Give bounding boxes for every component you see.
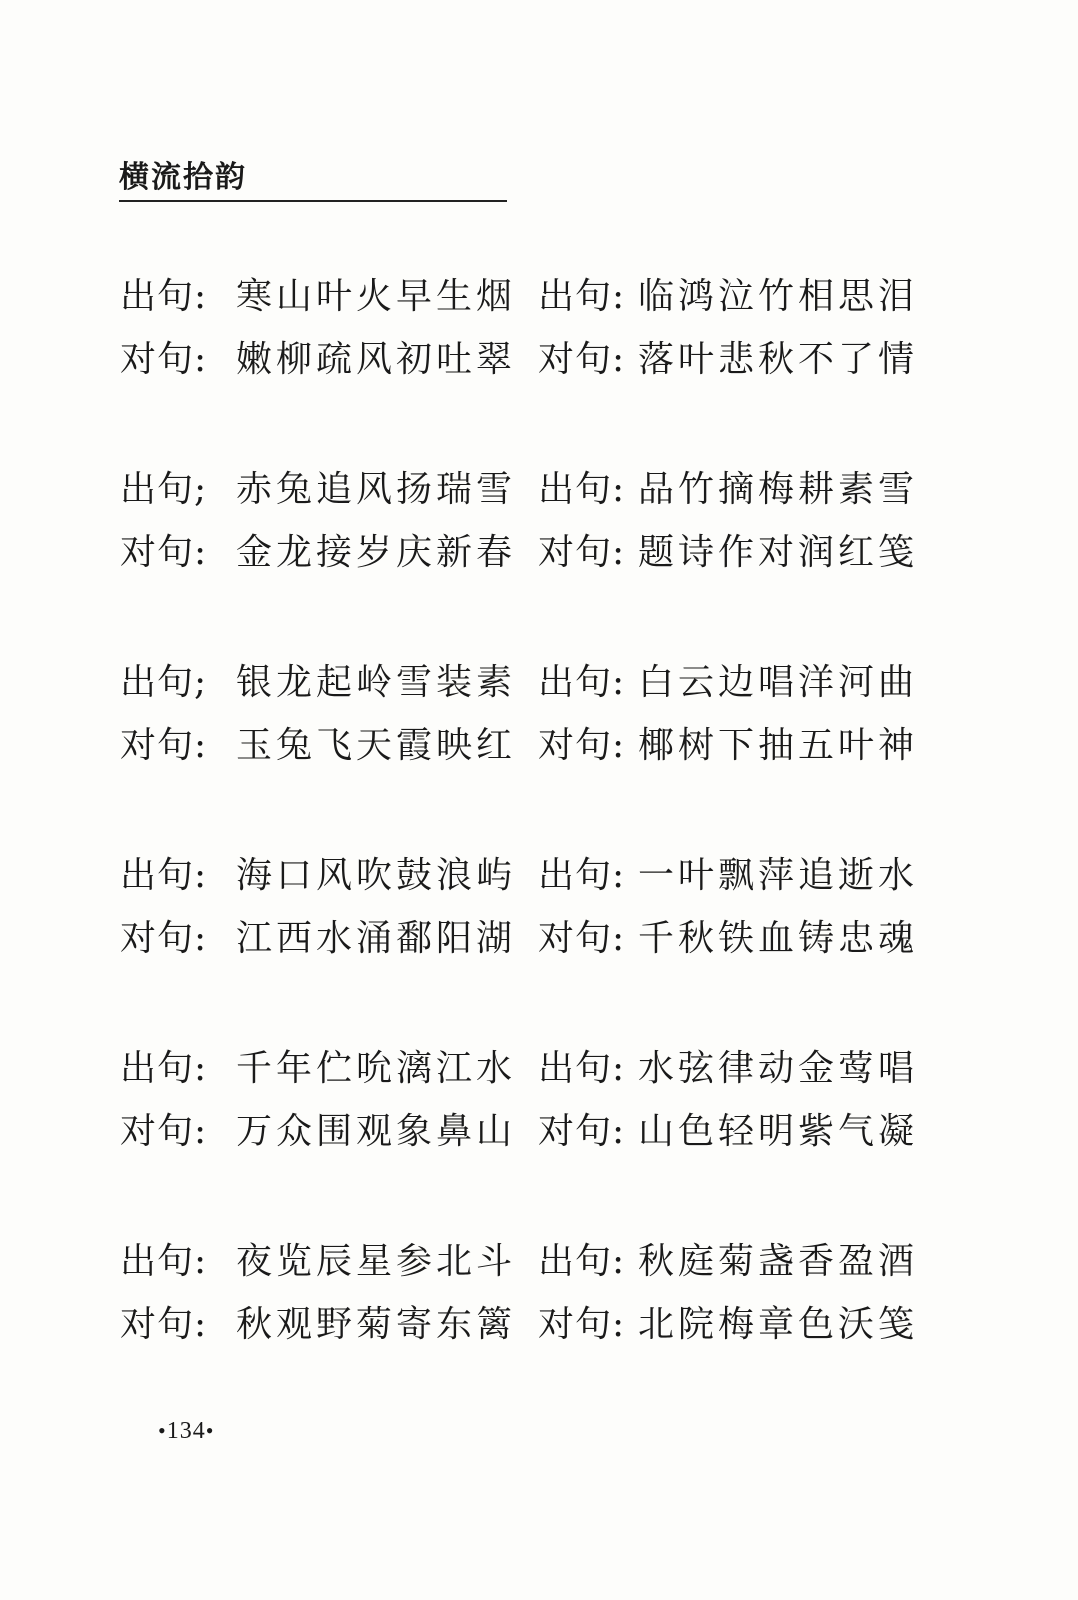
resp-label: 对句: [120, 1304, 208, 1345]
couplet-group [120, 648, 940, 841]
resp-label: 对句: [538, 725, 626, 766]
couplet-right [538, 1040, 918, 1091]
couplet-right [538, 331, 918, 382]
resp-label: 对句: [120, 918, 208, 959]
resp-text: 千秋铁血铸忠魂 [637, 918, 918, 959]
out-text: 夜览辰星参北斗 [236, 1241, 517, 1282]
out-text: 秋庭菊盏香盈酒 [637, 1241, 918, 1282]
out-label: 出句; [120, 469, 208, 510]
book-title: 横流拾韵 [119, 160, 247, 195]
out-label: 出句: [120, 1048, 208, 1089]
resp-label: 对句: [538, 339, 626, 380]
running-header [119, 160, 507, 202]
resp-text: 嫩柳疏风初吐翠 [236, 339, 517, 380]
couplet-left [120, 1296, 538, 1347]
page-number-dot: • [205, 1418, 215, 1443]
out-label: 出句: [538, 1048, 626, 1089]
out-label: 出句: [538, 276, 626, 317]
couplet-resp-line [120, 1290, 940, 1353]
out-label: 出句: [120, 855, 208, 896]
out-label: 出句: [120, 276, 208, 317]
out-text: 银龙起岭雪装素 [236, 662, 517, 703]
couplet-right [538, 1296, 918, 1347]
out-text: 海口风吹鼓浪屿 [236, 855, 517, 896]
couplet-left [120, 461, 538, 512]
couplet-group [120, 262, 940, 455]
resp-text: 万众围观象鼻山 [236, 1111, 517, 1152]
couplet-left [120, 1233, 538, 1284]
resp-text: 秋观野菊寄东篱 [236, 1304, 517, 1345]
couplet-left [120, 654, 538, 705]
out-label: 出句: [538, 1241, 626, 1282]
out-label: 出句: [538, 855, 626, 896]
couplet-out-line [120, 455, 940, 518]
couplet-left [120, 910, 538, 961]
couplet-left [120, 1103, 538, 1154]
resp-label: 对句: [120, 339, 208, 380]
out-text: 品竹摘梅耕素雪 [637, 469, 918, 510]
couplet-resp-line [120, 1097, 940, 1160]
resp-label: 对句: [120, 725, 208, 766]
couplet-right [538, 524, 918, 575]
couplet-right [538, 268, 918, 319]
couplet-list [120, 262, 940, 1420]
resp-label: 对句: [538, 532, 626, 573]
page-number-value: 134 [166, 1418, 206, 1444]
page-number [158, 1418, 214, 1445]
out-text: 临鸿泣竹相思泪 [637, 276, 918, 317]
couplet-left [120, 331, 538, 382]
couplet-right [538, 1103, 918, 1154]
couplet-left [120, 717, 538, 768]
out-text: 寒山叶火早生烟 [236, 276, 517, 317]
couplet-right [538, 910, 918, 961]
couplet-right [538, 1233, 918, 1284]
couplet-group [120, 1227, 940, 1420]
couplet-left [120, 268, 538, 319]
couplet-left [120, 1040, 538, 1091]
resp-text: 金龙接岁庆新春 [236, 532, 517, 573]
couplet-out-line [120, 648, 940, 711]
resp-label: 对句: [538, 1304, 626, 1345]
resp-text: 题诗作对润红笺 [637, 532, 918, 573]
couplet-out-line [120, 841, 940, 904]
out-label: 出句: [538, 469, 626, 510]
couplet-group [120, 841, 940, 1034]
out-label: 出句; [120, 662, 208, 703]
resp-label: 对句: [538, 918, 626, 959]
out-text: 白云边唱洋河曲 [637, 662, 918, 703]
out-label: 出句: [120, 1241, 208, 1282]
couplet-group [120, 1034, 940, 1227]
couplet-right [538, 847, 918, 898]
resp-text: 椰树下抽五叶神 [637, 725, 918, 766]
out-label: 出句: [538, 662, 626, 703]
out-text: 一叶飘萍追逝水 [637, 855, 918, 896]
resp-text: 玉兔飞天霞映红 [236, 725, 517, 766]
couplet-right [538, 654, 918, 705]
out-text: 水弦律动金莺唱 [637, 1048, 918, 1089]
resp-label: 对句: [120, 1111, 208, 1152]
couplet-out-line [120, 262, 940, 325]
couplet-out-line [120, 1034, 940, 1097]
out-text: 千年伫吮漓江水 [236, 1048, 517, 1089]
couplet-group [120, 455, 940, 648]
couplet-resp-line [120, 904, 940, 967]
couplet-resp-line [120, 711, 940, 774]
couplet-resp-line [120, 325, 940, 388]
out-text: 赤兔追风扬瑞雪 [236, 469, 517, 510]
resp-label: 对句: [538, 1111, 626, 1152]
couplet-right [538, 717, 918, 768]
couplet-resp-line [120, 518, 940, 581]
couplet-right [538, 461, 918, 512]
resp-text: 江西水涌鄱阳湖 [236, 918, 517, 959]
couplet-out-line [120, 1227, 940, 1290]
resp-label: 对句: [120, 532, 208, 573]
couplet-left [120, 847, 538, 898]
resp-text: 落叶悲秋不了情 [637, 339, 918, 380]
couplet-left [120, 524, 538, 575]
resp-text: 北院梅章色沃笺 [637, 1304, 918, 1345]
resp-text: 山色轻明紫气凝 [637, 1111, 918, 1152]
page-number-dot: • [158, 1418, 167, 1443]
